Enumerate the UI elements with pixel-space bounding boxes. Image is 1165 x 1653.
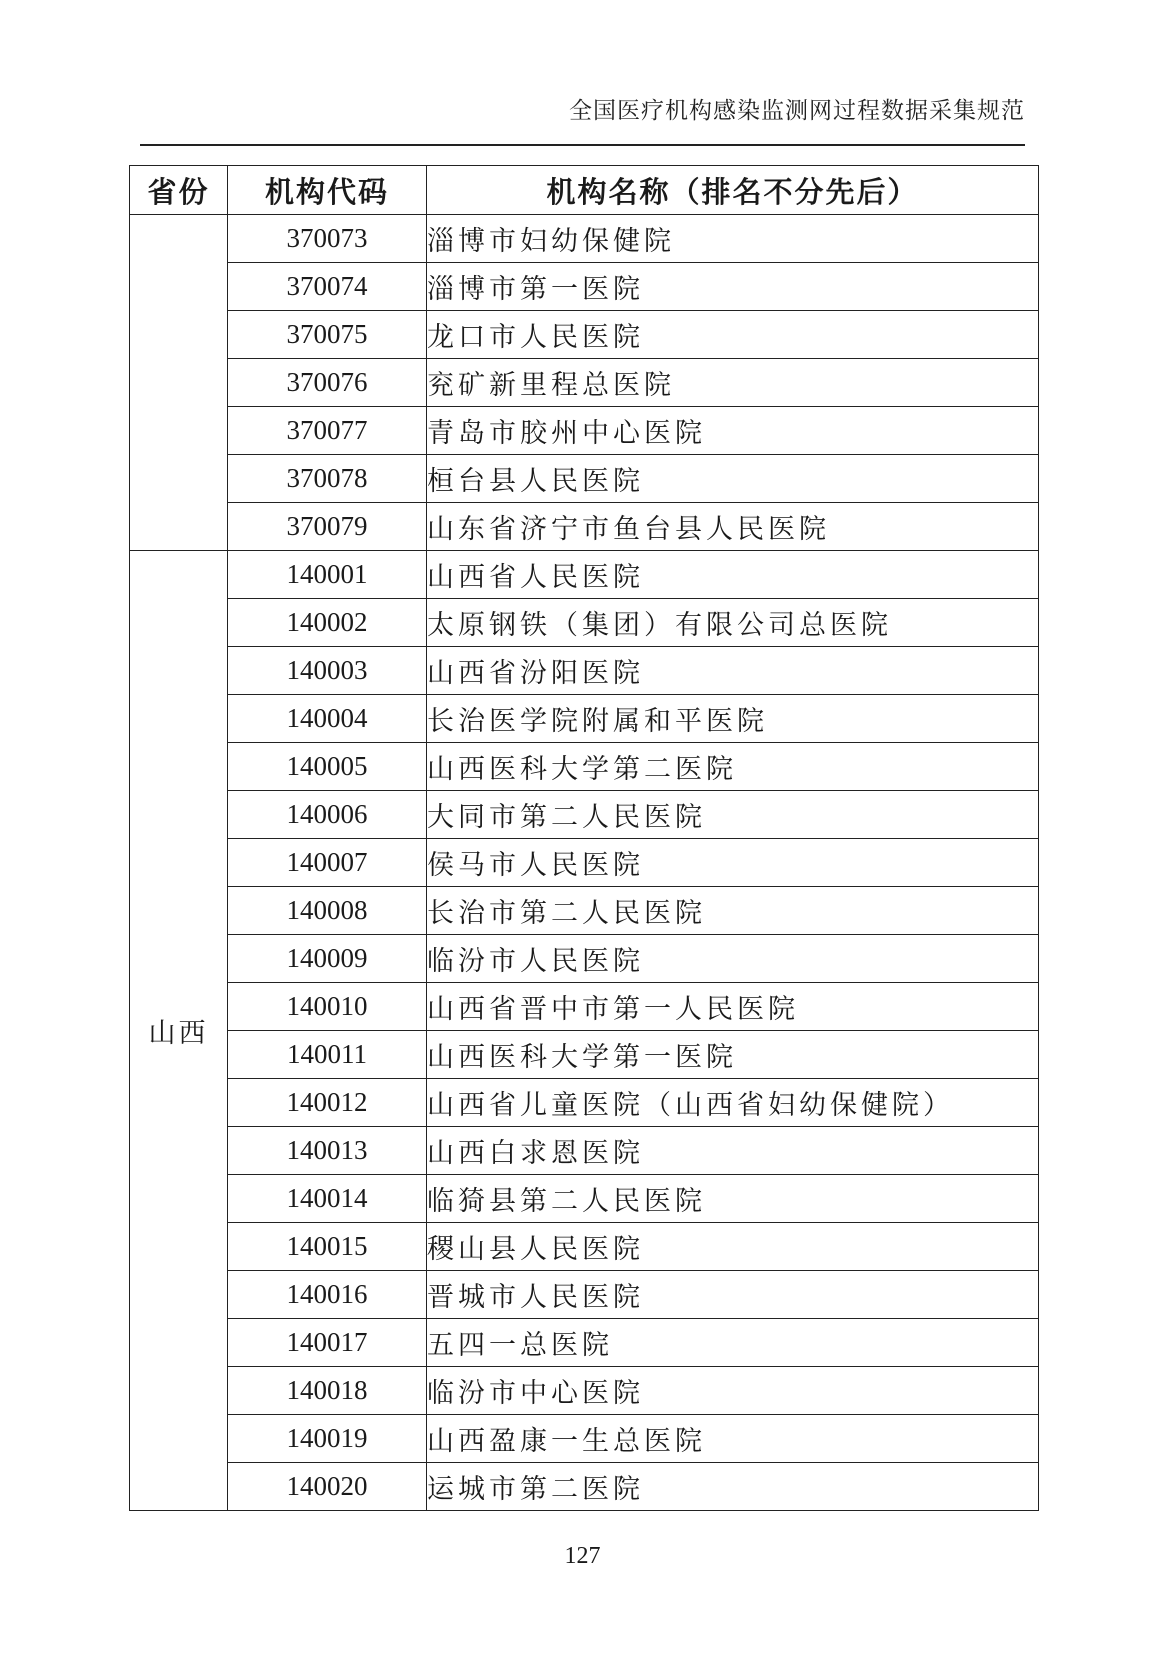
table-header-row — [130, 166, 1039, 215]
table-row — [130, 311, 1039, 359]
table-row — [130, 1031, 1039, 1079]
institution-code-cell: 370076 — [228, 359, 427, 407]
table-row — [130, 695, 1039, 743]
institution-name-cell: 山西医科大学第二医院 — [427, 743, 1039, 791]
table-row — [130, 263, 1039, 311]
institution-name-cell: 桓台县人民医院 — [427, 455, 1039, 503]
table-row — [130, 1127, 1039, 1175]
institution-name-cell: 淄博市第一医院 — [427, 263, 1039, 311]
institution-code-cell: 140004 — [228, 695, 427, 743]
table-row — [130, 599, 1039, 647]
institution-name-cell: 山西省人民医院 — [427, 551, 1039, 599]
table-row — [130, 1079, 1039, 1127]
institution-name-cell: 运城市第二医院 — [427, 1463, 1039, 1511]
institution-code-cell: 140018 — [228, 1367, 427, 1415]
institution-code-cell: 370077 — [228, 407, 427, 455]
institution-code-cell: 140011 — [228, 1031, 427, 1079]
institution-name-cell: 山西白求恩医院 — [427, 1127, 1039, 1175]
province-cell — [130, 215, 228, 551]
table-row — [130, 983, 1039, 1031]
institution-code-cell: 140009 — [228, 935, 427, 983]
institution-name-cell: 大同市第二人民医院 — [427, 791, 1039, 839]
institution-code-cell: 140001 — [228, 551, 427, 599]
column-header-code: 机构代码 — [228, 166, 427, 215]
table-row — [130, 359, 1039, 407]
table-row — [130, 935, 1039, 983]
institution-code-cell: 140007 — [228, 839, 427, 887]
institution-code-cell: 140006 — [228, 791, 427, 839]
institution-code-cell: 140016 — [228, 1271, 427, 1319]
institution-name-cell: 临汾市人民医院 — [427, 935, 1039, 983]
institution-name-cell: 五四一总医院 — [427, 1319, 1039, 1367]
table-row — [130, 647, 1039, 695]
institution-code-cell: 140019 — [228, 1415, 427, 1463]
institution-code-cell: 370079 — [228, 503, 427, 551]
institution-name-cell: 稷山县人民医院 — [427, 1223, 1039, 1271]
table-row — [130, 455, 1039, 503]
institution-code-cell: 140005 — [228, 743, 427, 791]
institution-name-cell: 山西省儿童医院（山西省妇幼保健院） — [427, 1079, 1039, 1127]
institution-code-cell: 140008 — [228, 887, 427, 935]
institution-code-cell: 140010 — [228, 983, 427, 1031]
table-row — [130, 215, 1039, 263]
table-body — [130, 215, 1039, 1511]
document-header-title: 全国医疗机构感染监测网过程数据采集规范 — [569, 98, 1025, 124]
institution-name-cell: 晋城市人民医院 — [427, 1271, 1039, 1319]
institution-code-cell: 140015 — [228, 1223, 427, 1271]
institution-code-cell: 140012 — [228, 1079, 427, 1127]
institution-code-cell: 370078 — [228, 455, 427, 503]
table-row — [130, 1367, 1039, 1415]
table-row — [130, 1319, 1039, 1367]
table-row — [130, 407, 1039, 455]
institution-name-cell: 临猗县第二人民医院 — [427, 1175, 1039, 1223]
institution-name-cell: 山东省济宁市鱼台县人民医院 — [427, 503, 1039, 551]
institution-name-cell: 淄博市妇幼保健院 — [427, 215, 1039, 263]
page-number: 127 — [564, 1543, 601, 1569]
institution-name-cell: 山西省汾阳医院 — [427, 647, 1039, 695]
institution-name-cell: 侯马市人民医院 — [427, 839, 1039, 887]
institution-name-cell: 临汾市中心医院 — [427, 1367, 1039, 1415]
institution-code-cell: 140014 — [228, 1175, 427, 1223]
header-divider — [140, 144, 1025, 146]
institution-name-cell: 长治市第二人民医院 — [427, 887, 1039, 935]
institution-table — [129, 165, 1039, 1511]
institution-code-cell: 370073 — [228, 215, 427, 263]
institution-name-cell: 长治医学院附属和平医院 — [427, 695, 1039, 743]
column-header-name: 机构名称（排名不分先后） — [427, 166, 1039, 215]
column-header-province: 省份 — [130, 166, 228, 215]
table-row — [130, 503, 1039, 551]
table-row — [130, 1415, 1039, 1463]
institution-name-cell: 龙口市人民医院 — [427, 311, 1039, 359]
institution-code-cell: 140002 — [228, 599, 427, 647]
institution-name-cell: 青岛市胶州中心医院 — [427, 407, 1039, 455]
table-row — [130, 743, 1039, 791]
institution-name-cell: 山西省晋中市第一人民医院 — [427, 983, 1039, 1031]
institution-code-cell: 140003 — [228, 647, 427, 695]
institution-name-cell: 太原钢铁（集团）有限公司总医院 — [427, 599, 1039, 647]
institution-name-cell: 山西医科大学第一医院 — [427, 1031, 1039, 1079]
table-row — [130, 791, 1039, 839]
table-row — [130, 1223, 1039, 1271]
table-row — [130, 551, 1039, 599]
province-cell: 山西 — [130, 551, 228, 1511]
institution-code-cell: 370075 — [228, 311, 427, 359]
table-row — [130, 839, 1039, 887]
institution-code-cell: 140017 — [228, 1319, 427, 1367]
institution-code-cell: 140020 — [228, 1463, 427, 1511]
institution-code-cell: 140013 — [228, 1127, 427, 1175]
institution-name-cell: 山西盈康一生总医院 — [427, 1415, 1039, 1463]
table-row — [130, 1271, 1039, 1319]
table-row — [130, 1463, 1039, 1511]
table-row — [130, 1175, 1039, 1223]
institution-name-cell: 兖矿新里程总医院 — [427, 359, 1039, 407]
table-row — [130, 887, 1039, 935]
institution-code-cell: 370074 — [228, 263, 427, 311]
